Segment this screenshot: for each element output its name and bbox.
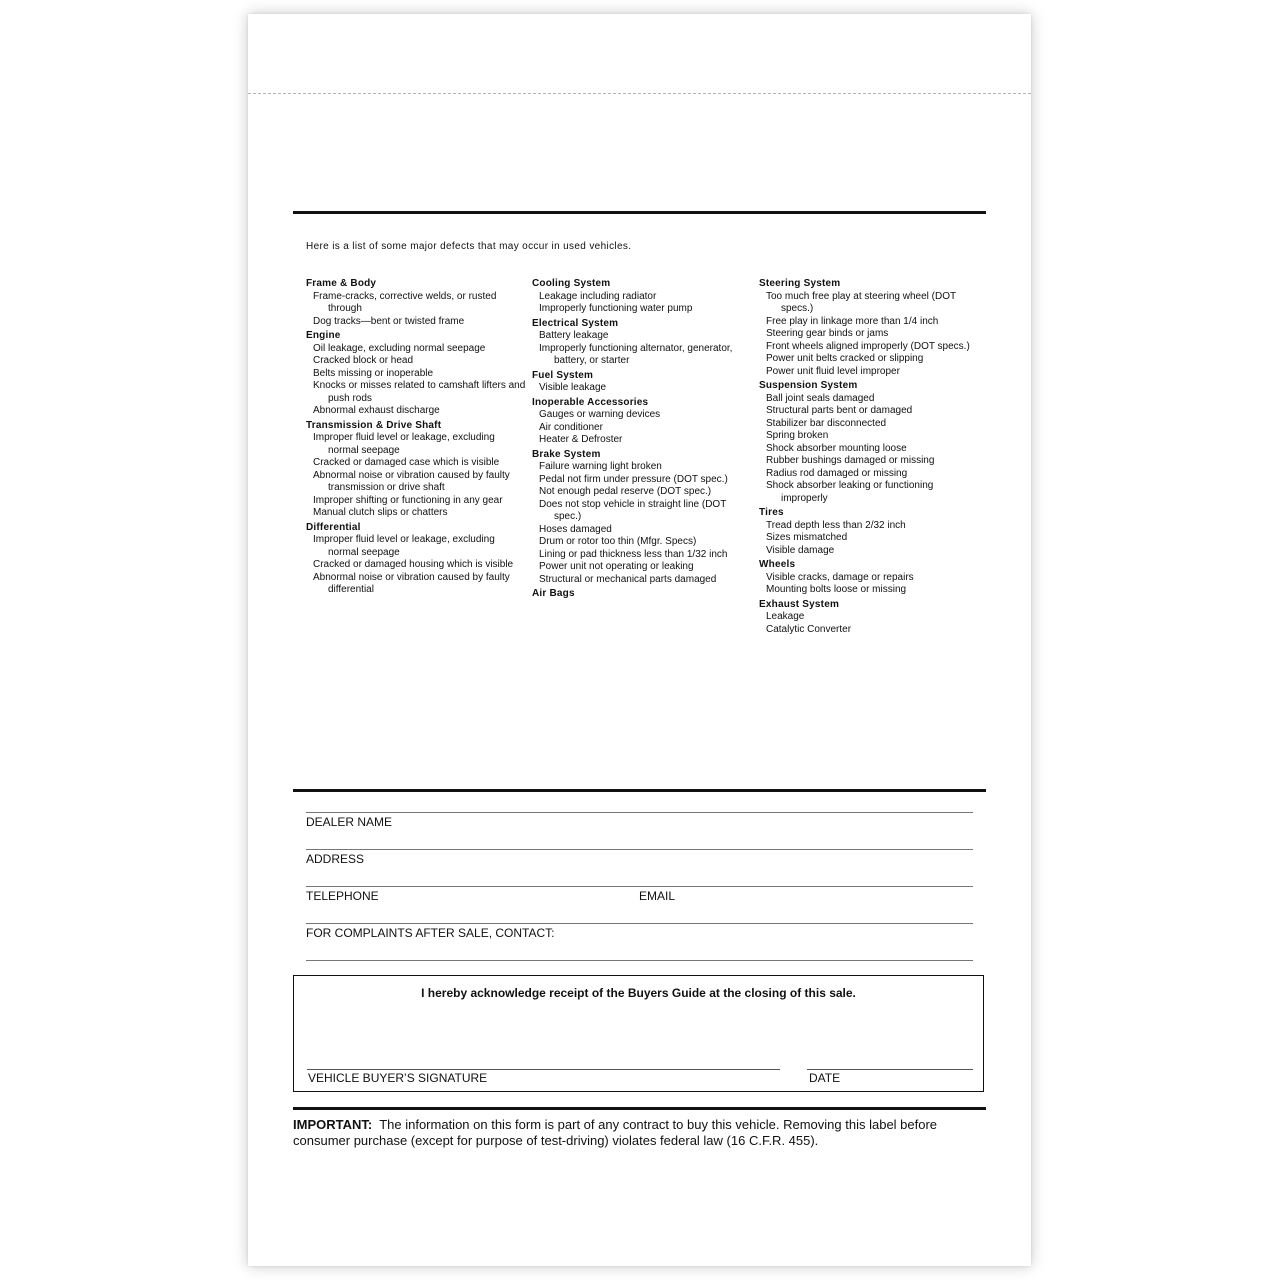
important-notice bbox=[293, 1117, 993, 1149]
defect-item: Mounting bolts loose or missing bbox=[766, 584, 907, 595]
telephone-email-line[interactable] bbox=[306, 886, 973, 887]
defect-item: Tread depth less than 2/32 inch bbox=[766, 519, 906, 531]
perforation-line bbox=[248, 93, 1031, 94]
defect-item: Improperly functioning alternator, generator, battery, or starter bbox=[539, 342, 733, 366]
defect-item: Drum or rotor too thin (Mfgr. Specs) bbox=[539, 536, 697, 547]
defect-item: Visible damage bbox=[766, 544, 835, 556]
defect-item: Pedal not firm under pressure (DOT spec.) bbox=[539, 473, 728, 485]
middle-divider bbox=[293, 789, 986, 792]
defect-item: Power unit belts cracked or slipping bbox=[766, 353, 924, 364]
defect-category bbox=[759, 278, 981, 378]
defect-item: Shock absorber leaking or functioning improperly bbox=[766, 480, 934, 504]
defects-column-2 bbox=[532, 278, 754, 603]
defect-category bbox=[532, 278, 754, 316]
defect-item: Free play in linkage more than 1/4 inch bbox=[766, 315, 939, 327]
defect-item: Front wheels aligned improperly (DOT specs.) bbox=[766, 340, 970, 352]
defect-item: Improper shifting or functioning in any gear bbox=[313, 494, 503, 506]
defect-item: Abnormal noise or vibration caused by faulty transmission or drive shaft bbox=[313, 469, 510, 493]
defect-item: Power unit not operating or leaking bbox=[539, 561, 694, 572]
complaints-contact-line[interactable] bbox=[306, 960, 973, 961]
defect-category-title: Inoperable Accessories bbox=[532, 396, 649, 408]
defect-category bbox=[759, 599, 981, 637]
bottom-divider bbox=[293, 1107, 986, 1110]
defects-column-1 bbox=[306, 278, 528, 599]
defects-column-3 bbox=[759, 278, 981, 638]
defect-item: Belts missing or inoperable bbox=[313, 367, 434, 379]
defect-item: Spring broken bbox=[766, 430, 829, 441]
defect-item: Improperly functioning water pump bbox=[539, 303, 693, 314]
defect-category-title: Tires bbox=[759, 507, 784, 518]
defect-category bbox=[759, 380, 981, 505]
defect-item: Improper fluid level or leakage, excluding normal seepage bbox=[313, 534, 495, 558]
defect-item: Frame-cracks, corrective welds, or rusted through bbox=[313, 290, 497, 314]
defect-item: Hoses damaged bbox=[539, 523, 612, 535]
defect-item: Dog tracks—bent or twisted frame bbox=[313, 315, 465, 327]
defect-category bbox=[306, 522, 528, 597]
defect-item: Ball joint seals damaged bbox=[766, 392, 875, 404]
defect-category-title: Steering System bbox=[759, 278, 841, 289]
defect-item: Cracked block or head bbox=[313, 355, 414, 366]
defect-category-title: Transmission & Drive Shaft bbox=[306, 419, 442, 431]
defect-item: Catalytic Converter bbox=[766, 623, 852, 635]
defect-item: Power unit fluid level improper bbox=[766, 365, 900, 377]
defect-item: Shock absorber mounting loose bbox=[766, 442, 907, 454]
defect-item: Leakage including radiator bbox=[539, 290, 657, 302]
email-label: EMAIL bbox=[639, 889, 676, 903]
defect-item: Structural parts bent or damaged bbox=[766, 405, 913, 416]
defect-category-title: Brake System bbox=[532, 448, 601, 460]
defect-category bbox=[532, 370, 754, 395]
date-label: DATE bbox=[809, 1071, 841, 1085]
defect-item: Sizes mismatched bbox=[766, 532, 848, 543]
defect-category bbox=[306, 420, 528, 520]
defect-item: Cracked or damaged case which is visible bbox=[313, 457, 500, 468]
defect-category bbox=[759, 559, 981, 597]
defect-category-title: Electrical System bbox=[532, 317, 619, 329]
defect-item: Heater & Defroster bbox=[539, 434, 623, 445]
defect-item: Knocks or misses related to camshaft lifters and push rods bbox=[313, 380, 526, 404]
defect-item: Leakage bbox=[766, 611, 805, 622]
important-label: IMPORTANT: bbox=[293, 1117, 373, 1132]
complaints-contact-label: FOR COMPLAINTS AFTER SALE, CONTACT: bbox=[306, 926, 555, 940]
buyers-guide-back-page bbox=[248, 14, 1031, 1266]
defect-item: Lining or pad thickness less than 1/32 inch bbox=[539, 548, 728, 560]
defect-item: Radius rod damaged or missing bbox=[766, 467, 908, 479]
defect-category-title: Frame & Body bbox=[306, 278, 377, 289]
defect-item: Stabilizer bar disconnected bbox=[766, 417, 887, 429]
defect-item: Failure warning light broken bbox=[539, 461, 662, 472]
defect-category bbox=[306, 330, 528, 418]
defect-category-title: Engine bbox=[306, 330, 341, 341]
defect-item: Gauges or warning devices bbox=[539, 409, 661, 420]
defect-category bbox=[306, 278, 528, 328]
defect-item: Cracked or damaged housing which is visible bbox=[313, 559, 514, 570]
date-line[interactable] bbox=[807, 1069, 973, 1070]
defect-category-title: Fuel System bbox=[532, 369, 594, 381]
defect-item: Rubber bushings damaged or missing bbox=[766, 455, 935, 466]
defect-item: Battery leakage bbox=[539, 330, 609, 341]
defect-category-title: Air Bags bbox=[532, 588, 575, 599]
defect-item: Manual clutch slips or chatters bbox=[313, 507, 448, 518]
dealer-name-line[interactable] bbox=[306, 812, 973, 813]
defects-intro: Here is a list of some major defects that may occur in used vehicles. bbox=[306, 241, 632, 252]
telephone-label: TELEPHONE bbox=[306, 889, 379, 903]
defect-item: Air conditioner bbox=[539, 421, 603, 433]
buyer-signature-label: VEHICLE BUYER’S SIGNATURE bbox=[308, 1071, 488, 1085]
defect-category-title: Suspension System bbox=[759, 380, 858, 391]
defect-category-title: Wheels bbox=[759, 559, 796, 570]
defect-item: Structural or mechanical parts damaged bbox=[539, 573, 717, 585]
defect-item: Oil leakage, excluding normal seepage bbox=[313, 342, 486, 354]
defect-category bbox=[532, 318, 754, 368]
defect-category bbox=[759, 507, 981, 557]
buyer-signature-line[interactable] bbox=[307, 1069, 780, 1070]
defect-item: Visible cracks, damage or repairs bbox=[766, 571, 914, 583]
defect-item: Too much free play at steering wheel (DOT specs.) bbox=[766, 290, 956, 314]
defect-category bbox=[532, 588, 754, 601]
defect-category bbox=[532, 397, 754, 447]
defect-item: Abnormal exhaust discharge bbox=[313, 405, 440, 416]
defect-item: Visible leakage bbox=[539, 382, 607, 393]
dealer-name-label: DEALER NAME bbox=[306, 815, 393, 829]
address-line[interactable] bbox=[306, 849, 973, 850]
complaints-line[interactable] bbox=[306, 923, 973, 924]
acknowledgement-text: I hereby acknowledge receipt of the Buyers Guide at the closing of this sale. bbox=[421, 986, 856, 1000]
top-divider bbox=[293, 211, 986, 214]
defect-category-title: Exhaust System bbox=[759, 598, 840, 610]
defect-item: Does not stop vehicle in straight line (DOT spec.) bbox=[539, 498, 727, 522]
address-label: ADDRESS bbox=[306, 852, 365, 866]
defect-category bbox=[532, 449, 754, 587]
defect-category-title: Cooling System bbox=[532, 278, 611, 289]
defect-category-title: Differential bbox=[306, 521, 361, 533]
important-text: The information on this form is part of any contract to buy this vehicle. Removing this label before consumer purchase (except for purpose of test-driving) violates federal law (16 C.F.R. 455). bbox=[293, 1117, 938, 1148]
defect-item: Improper fluid level or leakage, excluding normal seepage bbox=[313, 432, 495, 456]
defect-item: Not enough pedal reserve (DOT spec.) bbox=[539, 486, 712, 497]
acknowledgement-box bbox=[293, 975, 984, 1092]
defect-item: Steering gear binds or jams bbox=[766, 328, 889, 339]
defect-item: Abnormal noise or vibration caused by faulty differential bbox=[313, 571, 510, 595]
